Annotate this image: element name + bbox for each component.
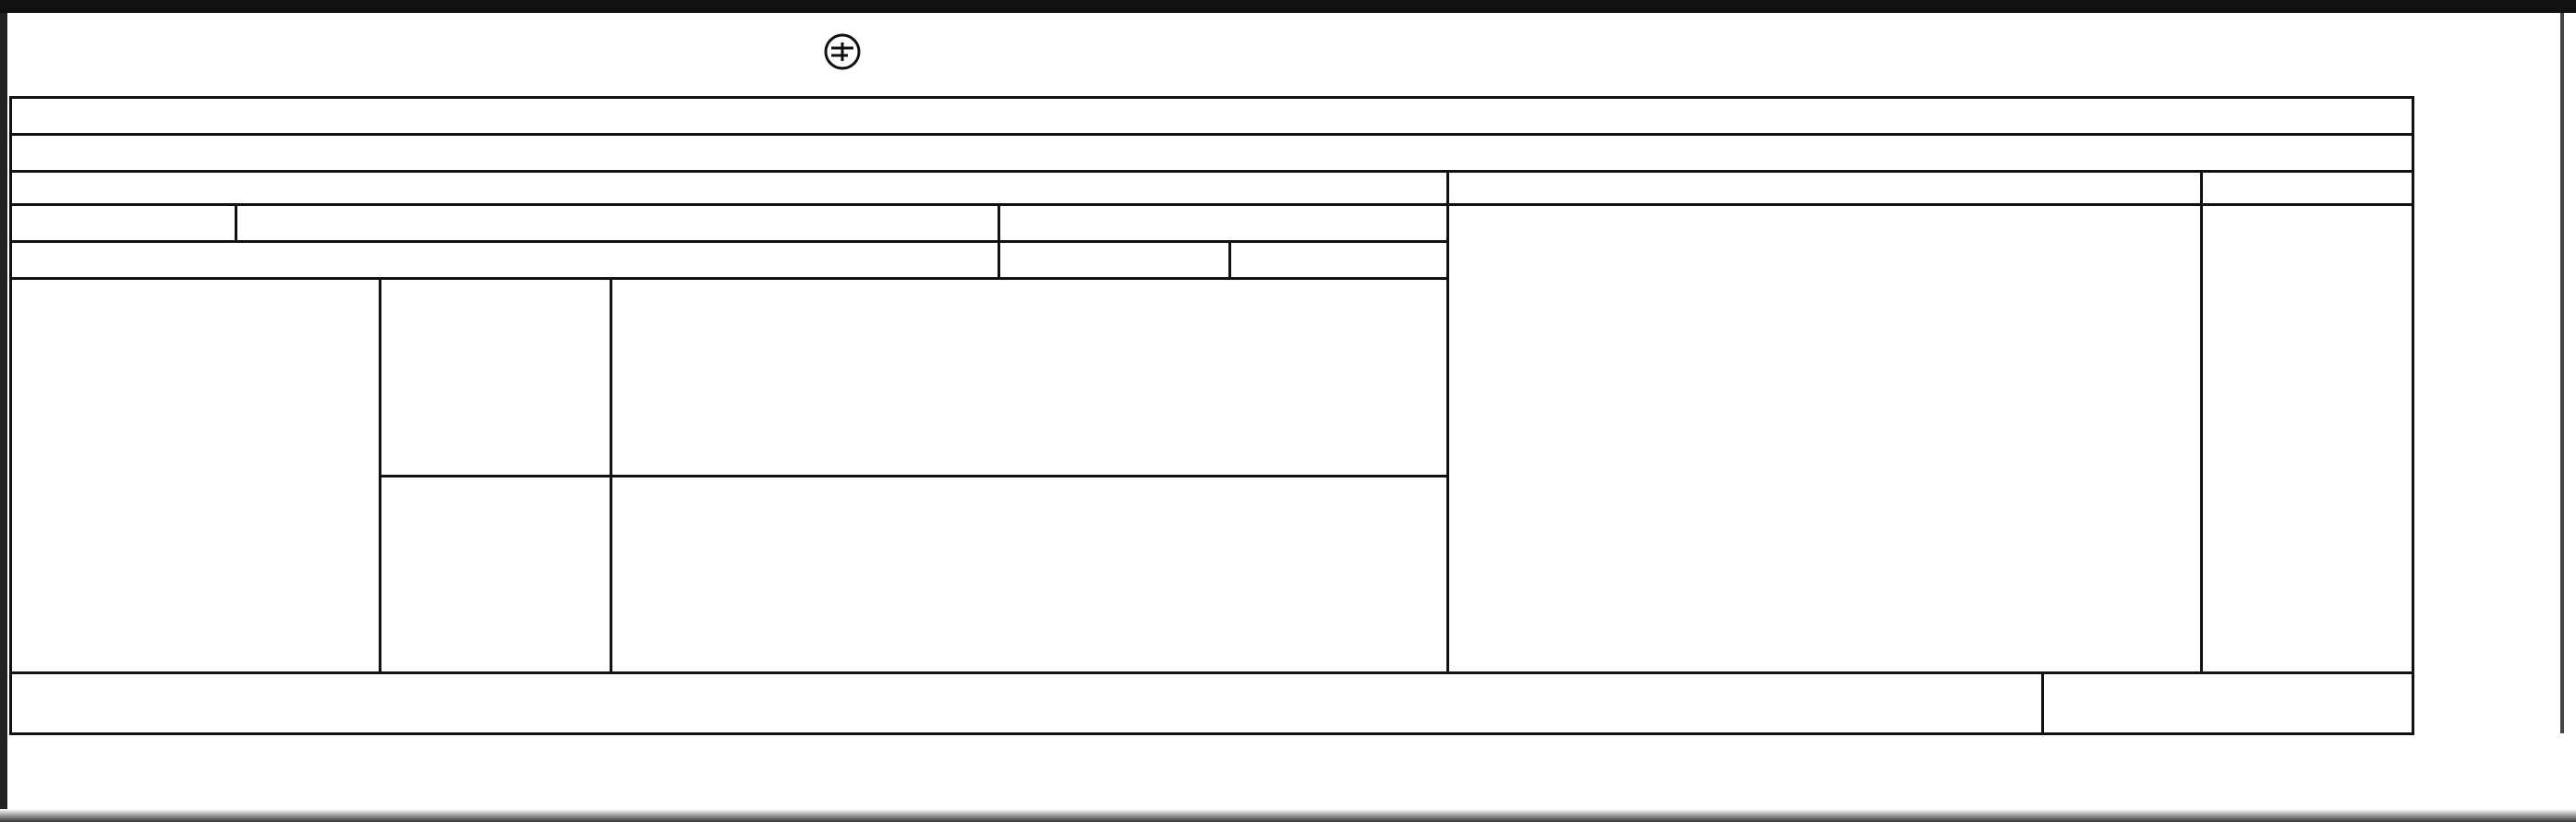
admision-row <box>1005 207 1020 238</box>
scan-edge-top <box>0 0 2576 13</box>
form-frame <box>9 96 2414 735</box>
scan-edge-left <box>0 13 7 822</box>
documento-row <box>242 207 251 238</box>
barcode <box>1482 18 2220 85</box>
scan-edge-bottom <box>0 809 2576 822</box>
certipostal-logo <box>805 31 879 87</box>
scan-edge-right <box>2560 13 2564 733</box>
